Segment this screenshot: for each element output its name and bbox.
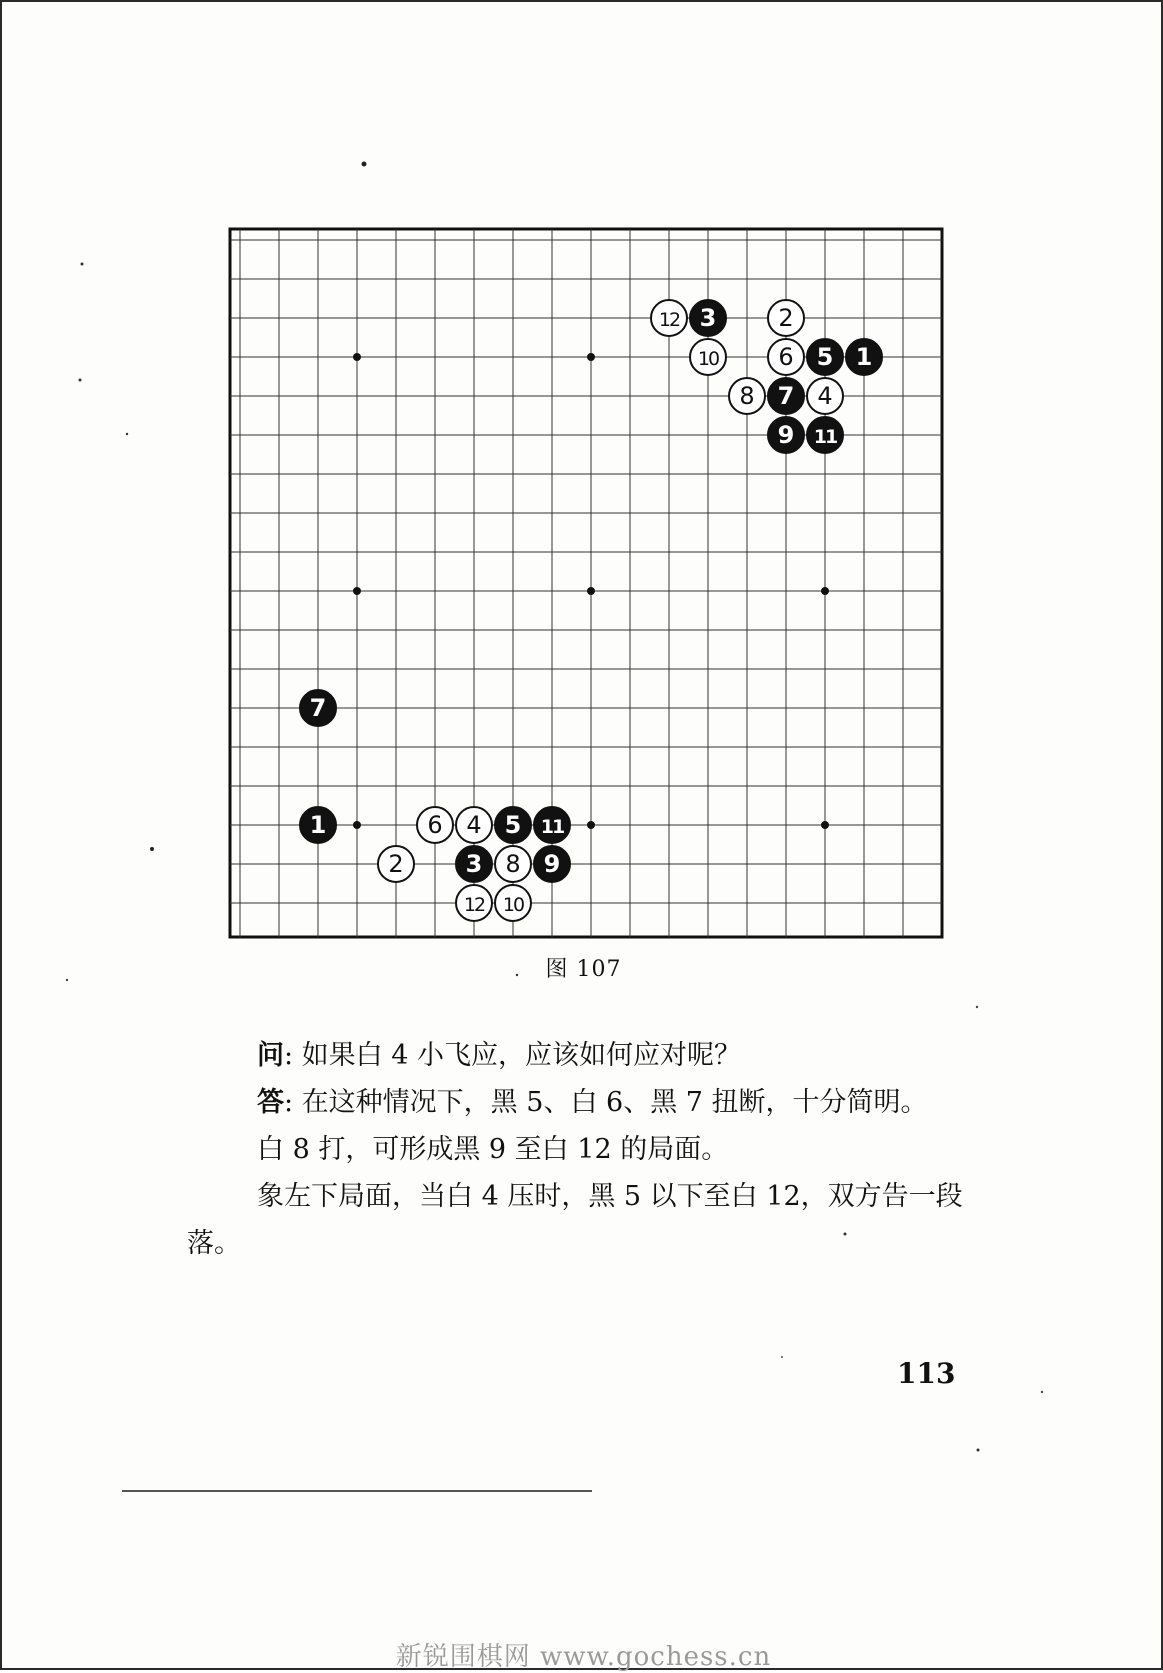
stone-number: 2: [388, 850, 404, 878]
stone-number: 9: [543, 850, 561, 878]
scan-specks: [2, 2, 1163, 1672]
text-line-3: 白 8 打，可形成黑 9 至白 12 的局面。: [257, 1134, 729, 1165]
stone-number: 1: [309, 811, 327, 839]
stone-number: 1: [855, 343, 873, 371]
stone-number: 12: [658, 309, 680, 331]
stone-number: 4: [466, 811, 482, 839]
stone-number: 11: [813, 426, 837, 448]
stone-number: 5: [816, 343, 834, 371]
answer-label: 答: [257, 1087, 284, 1118]
page-number: 113: [897, 1357, 956, 1390]
stone-number: 8: [505, 850, 521, 878]
stone-number: 7: [309, 694, 327, 722]
question-text: : 如果白 4 小飞应，应该如何应对呢？: [284, 1040, 742, 1071]
stone-number: 5: [504, 811, 522, 839]
stone-number: 12: [463, 894, 485, 916]
text-line-5: 落。: [187, 1228, 241, 1259]
stone-number: 6: [427, 811, 443, 839]
text-line-4: 象左下局面，当白 4 压时，黑 5 以下至白 12，双方告一段: [257, 1181, 963, 1212]
stone-number: 11: [540, 816, 564, 838]
stone-number: 8: [739, 382, 755, 410]
stone-number: 10: [697, 348, 719, 370]
question-label: 问: [257, 1040, 284, 1071]
watermark: 新锐围棋网 www.gochess.cn: [395, 1642, 772, 1672]
stone-number: 3: [465, 850, 483, 878]
stone-number: 4: [817, 382, 833, 410]
stone-number: 10: [502, 894, 524, 916]
stone-number: 9: [777, 421, 795, 449]
answer-text: : 在这种情况下，黑 5、白 6、黑 7 扭断，十分简明。: [284, 1087, 928, 1118]
stone-number: 6: [778, 343, 794, 371]
stone-number: 2: [778, 304, 794, 332]
stone-number: 7: [777, 382, 795, 410]
figure-caption: 图 107: [545, 957, 622, 982]
stone-number: 3: [699, 304, 717, 332]
